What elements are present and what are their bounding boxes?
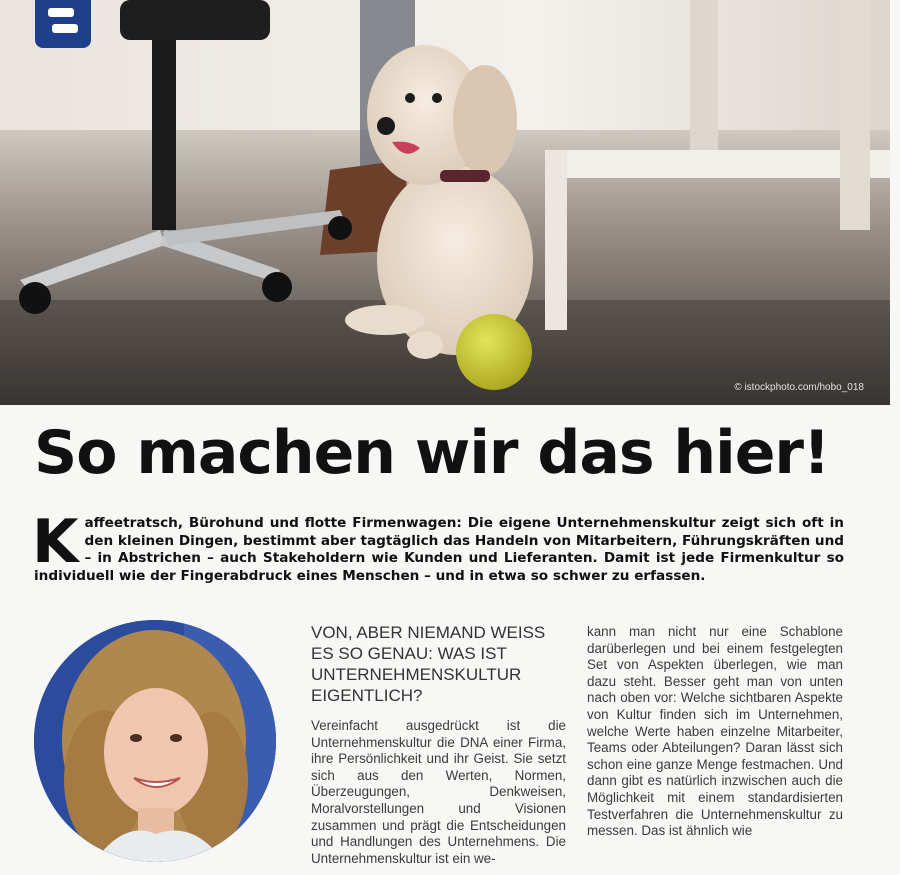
article-title: So machen wir das hier! <box>34 418 830 488</box>
portrait-illustration <box>34 620 276 862</box>
section-subheading: VON, ABER NIEMAND WEISS ES SO GENAU: WAS IST UNTERNEHMENSKULTUR EIGENTLICH? <box>311 623 546 705</box>
hero-photo <box>0 0 890 405</box>
article-column-1 <box>311 622 566 867</box>
lead-text: affeetratsch, Bürohund und flotte Firmenwagen: Die eigene Unternehmenskultur zeigt sich oft in den kleinen Dingen, bestimmt aber tagtäglich das Handeln von Mitarbeitern, Führungskräften und – in Abstrichen – auch Stakeholdern wie Kunden und Lieferanten. Damit ist jede Firmenkultur so individuell wie der Fingerabdruck eines Menschen – und in etwa so schwer zu erfassen. <box>34 515 844 584</box>
column-1-text: Vereinfacht ausgedrückt ist die Unternehmenskultur die DNA einer Firma, ihre Persönlichkeit und ihr Geist. Sie setzt sich aus den Werten, Normen, Überzeugungen, Denkweisen, Moralvorstellungen und Visionen zusammen und prägt die Entscheidungen und Handlungen des Unternehmens. Die Unternehmenskultur ist ein we- <box>311 718 566 866</box>
column-2-text: kann man nicht nur eine Schablone darüberlegen und bei einem festgelegten Set von Aspekten überlegen, wie man dazu steht. Besser geht man von unten nach oben vor: Welche sichtbaren Aspekte von Kultur finden sich im Unternehmen, welche Werte haben einzelne Mitarbeiter, Teams oder Abteilungen? Daran lässt sich schon eine ganze Menge festmachen. Und dann gibt es natürlich inzwischen auch die Möglichkeit mit einem standardisierten Testverfahren die Unternehmenskultur zu messen. Das ist ähnlich wie <box>587 624 843 839</box>
drop-cap: K <box>32 507 79 577</box>
article-column-2 <box>587 624 843 840</box>
author-portrait <box>34 620 276 862</box>
photo-credit: © istockphoto.com/hobo_018 <box>734 382 864 393</box>
office-dog-illustration <box>0 0 890 405</box>
article-lead <box>32 507 844 585</box>
section-badge-icon <box>35 0 91 48</box>
